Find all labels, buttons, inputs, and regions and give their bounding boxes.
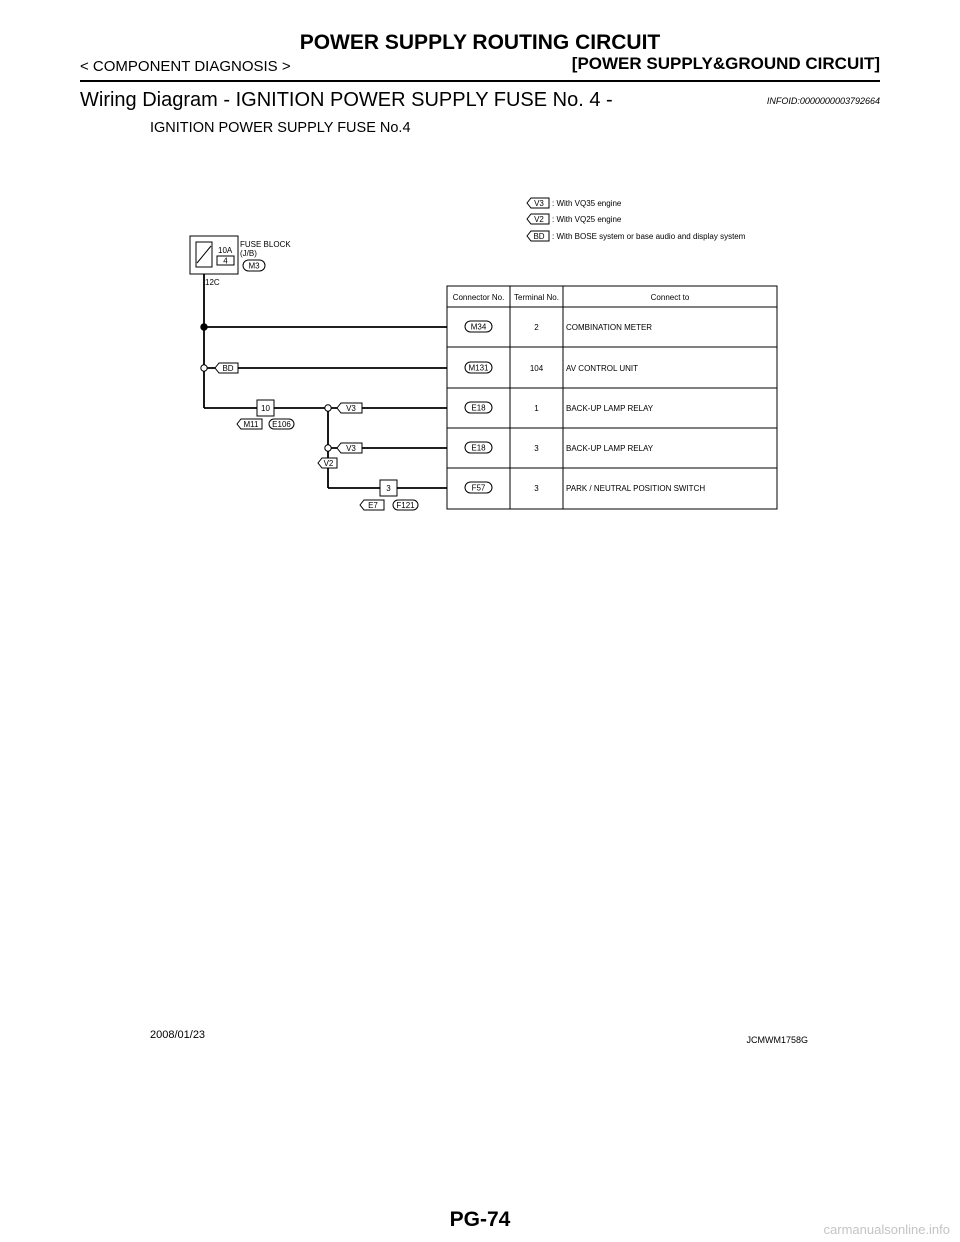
connect-to: BACK-UP LAMP RELAY	[566, 404, 654, 413]
legend-item-v2	[527, 214, 622, 224]
page-number: PG-74	[449, 1208, 511, 1231]
legend-item-v3	[527, 198, 622, 208]
connect-to: COMBINATION METER	[566, 323, 653, 332]
legend-code: BD	[533, 232, 545, 241]
watermark: carmanualsonline.info	[823, 1222, 950, 1237]
connector-code: E7	[368, 501, 378, 510]
table-row	[465, 402, 654, 413]
legend	[527, 198, 746, 241]
breadcrumb: < COMPONENT DIAGNOSIS >	[80, 58, 291, 75]
connector-code: E106	[272, 420, 291, 429]
table-header: Terminal No.	[514, 293, 559, 302]
connector-code: M131	[468, 363, 489, 373]
branch-tag-v3	[337, 403, 362, 413]
table-frame	[447, 286, 777, 509]
fuse-terminal: 12C	[205, 278, 220, 287]
fuse-block-sub: (J/B)	[240, 249, 257, 258]
table-header: Connect to	[650, 293, 690, 302]
legend-text: : With VQ25 engine	[552, 215, 622, 224]
section-tag: [POWER SUPPLY&GROUND CIRCUIT]	[571, 54, 880, 73]
connection-table	[447, 286, 777, 509]
connector-code: M3	[248, 261, 260, 271]
terminal-number: 2	[534, 323, 539, 332]
terminal-number: 104	[529, 364, 544, 373]
fuse-element	[197, 246, 211, 263]
wires	[204, 274, 447, 488]
branch-code: V3	[346, 444, 356, 453]
info-id: INFOID:0000000003792664	[766, 96, 880, 106]
table-row	[465, 321, 652, 332]
legend-text: : With VQ35 engine	[552, 199, 622, 208]
terminal-number: 3	[534, 444, 539, 453]
connect-to: AV CONTROL UNIT	[566, 364, 639, 373]
terminal-number: 1	[534, 404, 539, 413]
joint-pin: 3	[386, 484, 391, 493]
legend-code: V3	[534, 199, 544, 208]
legend-text: : With BOSE system or base audio and display system	[552, 232, 746, 241]
branch-code: V2	[323, 459, 334, 468]
branch-tag-bd	[215, 363, 238, 373]
diagram-title: IGNITION POWER SUPPLY FUSE No.4	[150, 120, 411, 136]
legend-item-bd	[527, 231, 746, 241]
optional-splice	[325, 445, 331, 451]
table-row	[465, 442, 654, 453]
optional-splice	[201, 365, 207, 371]
connector-code: E18	[471, 443, 486, 453]
page-title: POWER SUPPLY ROUTING CIRCUIT	[299, 31, 661, 54]
optional-splice	[325, 405, 331, 411]
connector-code: M11	[243, 420, 259, 429]
splice-junction	[201, 324, 207, 330]
connector-code: M34	[470, 322, 487, 332]
fuse-block-name: FUSE BLOCK	[240, 240, 291, 249]
joint-pin: 10	[261, 404, 270, 413]
connector-code: F57	[471, 483, 486, 493]
fuse-number: 4	[223, 256, 228, 266]
branch-code: V3	[346, 404, 356, 413]
branch-code: BD	[222, 364, 234, 373]
table-row	[465, 362, 638, 373]
joint-connector-e7-f121	[360, 480, 418, 510]
connector-code: F121	[396, 501, 415, 510]
fuse-block	[190, 236, 291, 287]
fuse-amperage: 10A	[218, 246, 233, 255]
connector-code: E18	[471, 403, 486, 413]
legend-code: V2	[534, 215, 544, 224]
connect-to: BACK-UP LAMP RELAY	[566, 444, 654, 453]
table-row	[465, 482, 705, 493]
branch-tag-v3	[337, 443, 362, 453]
terminal-number: 3	[534, 484, 539, 493]
diagram-code: JCMWM1758G	[746, 1035, 808, 1045]
joint-connector-m11-e106	[237, 400, 294, 429]
connect-to: PARK / NEUTRAL POSITION SWITCH	[566, 484, 706, 493]
table-header: Connector No.	[452, 293, 505, 302]
diagram-date: 2008/01/23	[150, 1029, 206, 1041]
section-heading: Wiring Diagram - IGNITION POWER SUPPLY FUSE No. 4 -	[80, 89, 613, 111]
branch-tag-v2	[318, 458, 337, 468]
